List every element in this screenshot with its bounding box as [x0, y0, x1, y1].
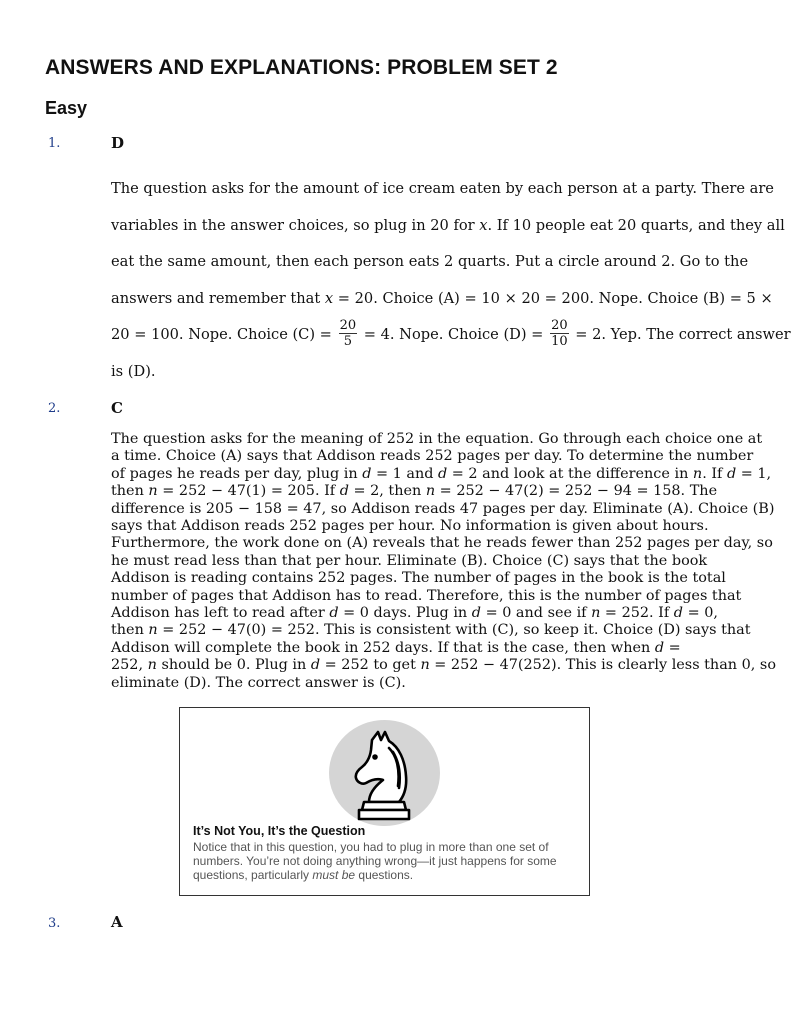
- sidebar-body: [193, 841, 583, 882]
- page-title: ANSWERS AND EXPLANATIONS: PROBLEM SET 2: [45, 56, 558, 79]
- text-line: then n = 252 − 47(1) = 205. If d = 2, then n = 252 − 47(2) = 252 − 94 = 158. The: [111, 483, 718, 500]
- text-line: answers and remember that x = 20. Choice (A) = 10 × 20 = 200. Nope. Choice (B) = 5 ×: [111, 289, 773, 307]
- fraction: [550, 318, 569, 349]
- variable: must be: [312, 867, 356, 882]
- variable: x: [324, 289, 334, 307]
- text-line: variables in the answer choices, so plug in 20 for x. If 10 people eat 20 quarts, and they all: [111, 216, 785, 234]
- question-answer: C: [111, 399, 123, 417]
- variable: d: [471, 605, 481, 622]
- text-line: The question asks for the amount of ice cream eaten by each person at a party. There are: [111, 180, 774, 197]
- text-line: a time. Choice (A) says that Addison reads 252 pages per day. To determine the number: [111, 448, 754, 465]
- text-line: number of pages that Addison has to read. Therefore, this is the number of pages that: [111, 587, 742, 604]
- variable: d: [726, 465, 737, 482]
- text-line: Addison has left to read after d = 0 days. Plug in d = 0 and see if n = 252. If d = 0,: [111, 605, 718, 622]
- variable: n: [147, 657, 157, 674]
- text-line: Addison is reading contains 252 pages. The number of pages in the book is the total: [111, 570, 726, 587]
- variable: d: [438, 465, 448, 482]
- text-line-with-fractions: [111, 317, 791, 354]
- chess-knight-icon: [329, 720, 440, 826]
- text-segment: = 2. Yep. The correct answer: [570, 326, 791, 343]
- text-line: of pages he reads per day, plug in d = 1 and d = 2 and look at the difference in n. If d = 1,: [111, 465, 772, 482]
- text-line: eat the same amount, then each person eats 2 quarts. Put a circle around 2. Go to the: [111, 253, 749, 270]
- variable: n: [692, 465, 703, 482]
- text-line: numbers. You’re not doing anything wrong—it just happens for some: [193, 853, 557, 868]
- variable: n: [420, 657, 430, 674]
- variable: n: [148, 483, 158, 500]
- question-number: 3.: [48, 916, 61, 931]
- text-line: eliminate (D). The correct answer is (C).: [111, 674, 406, 691]
- variable: n: [148, 622, 158, 639]
- tip-sidebar: [179, 707, 590, 896]
- text-line: is (D).: [111, 362, 156, 380]
- fraction: [339, 318, 358, 349]
- question-number: 2.: [48, 401, 61, 416]
- variable: x: [479, 216, 488, 234]
- text-line: he must read less than that per hour. Eliminate (B). Choice (C) says that the book: [111, 552, 708, 569]
- text-line: Furthermore, the work done on (A) reveals that he reads fewer than 252 pages per day, so: [111, 535, 773, 552]
- text-line: Notice that in this question, you had to plug in more than one set of: [193, 840, 549, 854]
- variable: n: [591, 605, 601, 622]
- text-line: 252, n should be 0. Plug in d = 252 to get n = 252 − 47(252). This is clearly less than 0, so: [111, 657, 776, 674]
- variable: d: [339, 483, 349, 500]
- fraction-numerator: 20: [339, 317, 357, 333]
- text-line: then n = 252 − 47(0) = 252. This is consistent with (C), so keep it. Choice (D) says that: [111, 622, 751, 639]
- icon-circle: [329, 720, 440, 826]
- variable: d: [362, 465, 372, 482]
- fraction-numerator: 20: [551, 317, 568, 333]
- question-number: 1.: [48, 136, 61, 151]
- variable: d: [329, 605, 339, 622]
- explanation-paragraph: [111, 171, 791, 390]
- fraction-denominator: 5: [343, 333, 352, 349]
- text-line: difference is 205 − 158 = 47, so Addison reads 47 pages per day. Eliminate (A). Choice (B): [111, 500, 775, 517]
- explanation-paragraph: [111, 431, 776, 692]
- fraction-denominator: 10: [551, 333, 568, 349]
- text-segment: = 4. Nope. Choice (D) =: [359, 326, 549, 343]
- sidebar-title: It’s Not You, It’s the Question: [193, 824, 366, 838]
- variable: n: [425, 483, 436, 500]
- question-answer: A: [111, 913, 123, 931]
- text-line: questions, particularly must be questions.: [193, 867, 414, 882]
- variable: d: [673, 605, 683, 622]
- section-heading: Easy: [45, 98, 88, 118]
- text-line: Addison will complete the book in 252 days. If that is the case, then when d =: [111, 639, 681, 656]
- variable: d: [654, 639, 665, 656]
- variable: d: [310, 657, 321, 674]
- question-answer: D: [111, 134, 125, 152]
- text-line: The question asks for the meaning of 252 in the equation. Go through each choice one at: [111, 431, 763, 447]
- text-line: says that Addison reads 252 pages per hour. No information is given about hours.: [111, 518, 709, 535]
- text-segment: 20 = 100. Nope. Choice (C) =: [111, 326, 337, 343]
